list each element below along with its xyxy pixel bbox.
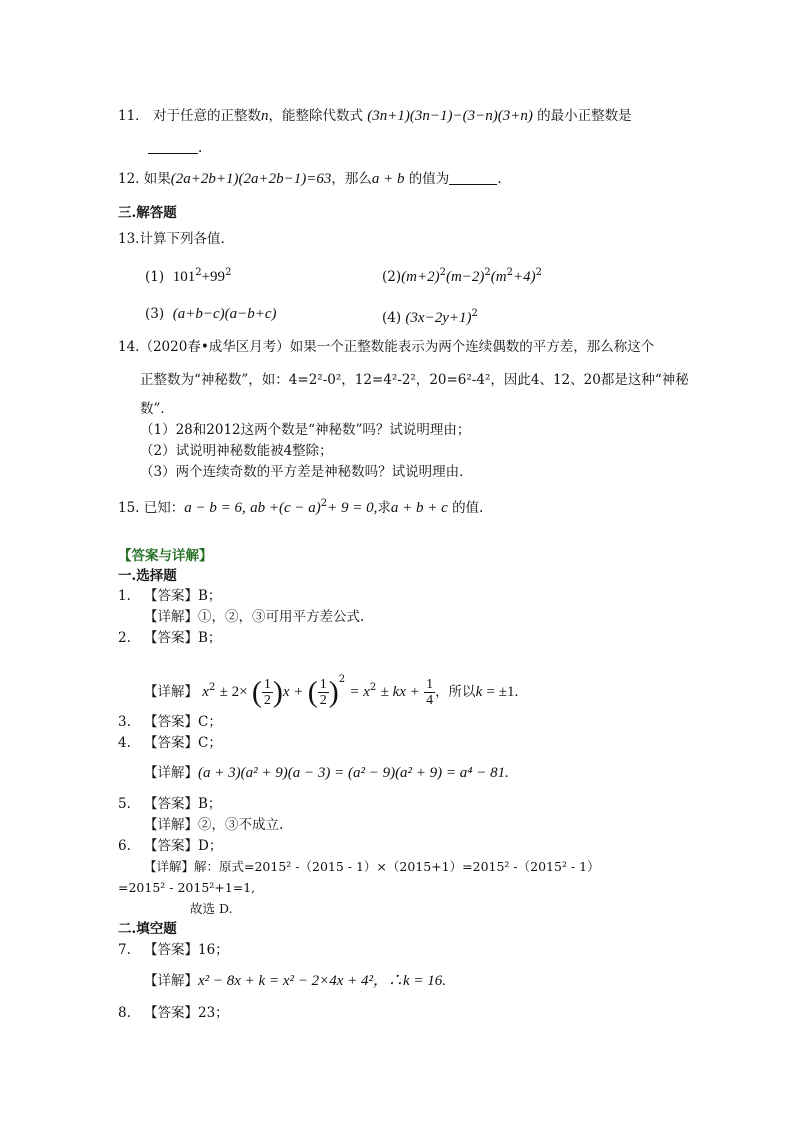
detail-label: 【详解】 [144,765,198,781]
exponent: 2 [535,267,542,278]
answer-2-detail [144,660,519,709]
exponent: 2 [208,682,216,693]
answer-5 [118,795,221,813]
math-expression: +99 [201,269,226,285]
math-expression: (c − a) [278,500,321,516]
question-15 [118,495,483,517]
answer-key: 【答案】B； [144,630,222,646]
fraction-half [262,677,273,708]
detail-text: ，所以 [435,684,476,700]
answer-7-detail [144,972,446,990]
answers-heading: 【答案与详解】 [118,548,213,564]
question-text: 已知： [143,500,185,516]
math-expression: (3x−2y+1) [405,310,472,326]
exponent: 2 [506,267,513,278]
question-12 [118,170,502,188]
math-expression: x + [282,684,304,700]
detail-label: 【详解】 [144,684,198,700]
math-expression: + 9 = 0, [327,500,378,516]
answer-number: 7. [118,942,131,958]
paren-right: ) [272,675,283,709]
numerator: 1 [263,677,271,692]
answer-5-detail: 【详解】②，③不成立. [144,817,284,833]
question-11 [118,107,632,125]
denominator: 4 [426,693,434,708]
exponent: 2 [439,267,446,278]
paren-left: ( [307,675,318,709]
question-text: 如果 [143,171,171,187]
detail-label: 【详解】 [144,973,198,989]
question-number: 11． [118,108,149,124]
answer-8 [118,1004,229,1022]
punctuation: . [198,140,203,156]
answer-key: 【答案】C； [144,735,222,751]
paren-right: ) [328,675,339,709]
math-expression: ± kx + [380,684,420,700]
math-expression: +4) [512,269,536,285]
denominator: 2 [319,693,327,708]
answer-2 [118,629,221,647]
answer-number: 2. [118,630,131,646]
answer-6-detail-line-2: =2015² - 2015²+1=1, [118,880,256,895]
math-expression: (m+2) [401,269,440,285]
answer-1-detail: 【详解】①，②，③可用平方差公式. [144,609,365,625]
math-expression: (m−2) [445,269,485,285]
math-variable: n [260,108,269,124]
math-expression: = ±1. [486,684,519,700]
answer-3 [118,713,222,731]
part-label: (3) [145,306,165,322]
answer-number: 5. [118,796,131,812]
answer-number: 3. [118,714,131,730]
punctuation: . [497,171,502,187]
answer-number: 8. [118,1005,131,1021]
math-expression: (a + 3)(a² + 9)(a − 3) = (a² − 9)(a² + 9) = a⁴ − 81. [198,765,509,781]
numerator: 1 [319,677,327,692]
math-expression: 101 [172,269,196,285]
question-13-part-3 [145,305,277,323]
answer-7 [118,941,229,959]
question-text: 的最小正整数是 [537,108,632,124]
math-variable: x [202,684,209,700]
answer-6-detail: 【详解】解：原式=2015² -（2015 - 1）×（2015+1）=2015² -（2015² - 1） [144,859,600,874]
math-expression: ± 2× [219,684,248,700]
answer-4 [118,734,222,752]
answer-6 [118,837,222,855]
paren-left: ( [251,675,262,709]
question-14-line-3: 数”． [140,401,174,417]
question-13-part-4 [382,305,478,327]
question-13-title: 13.计算下列各值. [118,231,225,247]
math-expression: a − b = 6, [184,500,246,516]
answer-number: 6. [118,838,131,854]
part-label: (4) [382,310,402,326]
denominator: 2 [263,693,271,708]
question-14-line-2: 正整数为“神秘数”，如：4=2²-0²，12=4²-2²，20=6²-4²，因此4、12、20都是这种“神秘 [140,372,689,388]
answer-number: 4. [118,735,131,751]
answer-key: 【答案】B； [144,796,222,812]
answer-4-detail [144,764,509,782]
fraction-quarter [424,677,435,708]
math-expression: ab + [250,500,279,516]
answer-key: 【答案】C； [144,714,222,730]
numerator: 1 [426,677,434,692]
answer-1 [118,587,221,605]
blank-line [449,170,497,185]
question-14-line-1: 14.（2020春•成华区月考）如果一个正整数能表示为两个连续偶数的平方差，那么称这个 [118,339,655,355]
math-expression: a + b + c [390,500,448,516]
answer-blank-11 [148,139,202,157]
question-13-part-1 [145,264,231,286]
question-14-sub-3: （3）两个连续奇数的平方差是神秘数吗？试说明理由． [140,464,473,480]
answer-number: 1. [118,588,131,604]
question-text: ，那么 [331,171,372,187]
exponent: 2 [471,308,478,319]
part-label: (2) [382,269,402,285]
question-14-sub-1: （1）28和2012这两个数是“神秘数”吗？试说明理由； [140,422,471,438]
question-text: 的值. [452,500,484,516]
question-14-sub-2: （2）试说明神秘数能被4整除； [140,443,333,459]
fraction-half [318,677,329,708]
exponent: 2 [369,682,377,693]
question-number: 12. [118,171,140,187]
answer-key: 【答案】B； [144,588,222,604]
math-expression: (2a+2b+1)(2a+2b−1)=63 [170,171,332,187]
exponent: 2 [484,267,491,278]
answer-6-detail-line-3: 故选 D. [190,901,233,916]
math-expression: = x [349,684,370,700]
question-text: 对于任意的正整数 [152,108,261,124]
question-13-part-2 [382,264,542,286]
exponent: 2 [195,267,202,278]
question-text: 的值为 [408,171,450,187]
question-text: ，能整除代数式 [268,108,363,124]
question-text: 求 [377,500,391,516]
math-expression: x² − 8x + k = x² − 2×4x + 4²，∴k = 16. [198,973,447,989]
section-heading-fill: 二.填空题 [118,921,177,937]
math-expression: (m [490,269,507,285]
answer-key: 【答案】23； [144,1005,229,1021]
part-label: (1) [145,269,165,285]
math-variable: k [475,684,483,700]
answer-key: 【答案】16； [144,942,229,958]
math-expression: (3n+1)(3n−1)−(3−n)(3+n) [367,108,533,124]
math-expression: a + b [371,171,405,187]
answer-key: 【答案】D； [144,838,223,854]
section-heading-solve: 三.解答题 [118,205,177,221]
exponent: 2 [338,674,346,685]
question-number: 15. [118,500,140,516]
section-heading-choice: 一.选择题 [118,568,177,584]
math-expression: (a+b−c)(a−b+c) [172,306,277,322]
exponent: 2 [225,267,232,278]
blank-line [148,139,198,154]
exponent: 2 [320,498,328,509]
